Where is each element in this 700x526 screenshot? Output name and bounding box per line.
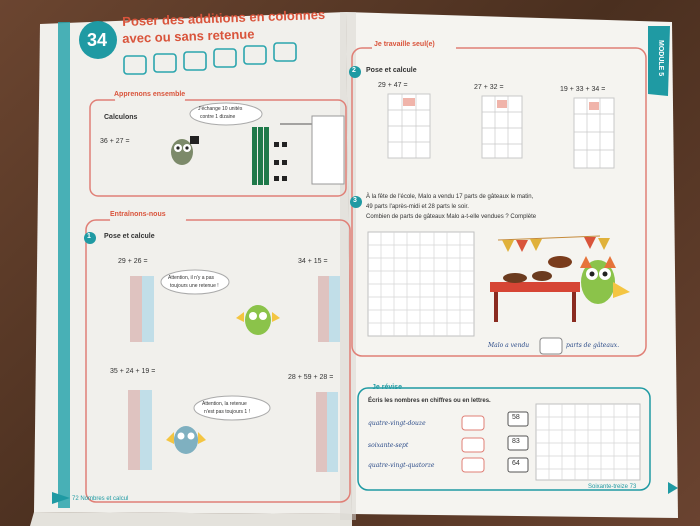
operation-3: 35 + 24 + 19 = bbox=[110, 368, 156, 375]
speech-bubble-2 bbox=[161, 270, 229, 294]
exercise-2-number: 2 bbox=[352, 67, 356, 74]
section-work-alone: Je travaille seul(e) bbox=[374, 41, 435, 48]
operation-4: 28 + 59 + 28 = bbox=[288, 374, 334, 381]
ex2-operation-1: 29 + 47 = bbox=[378, 82, 408, 89]
exercise-2-instruction: Pose et calcule bbox=[366, 67, 417, 74]
review-word-1: quatre-vingt-douze bbox=[368, 420, 426, 427]
answer-grid bbox=[368, 232, 474, 336]
operation-2: 34 + 15 = bbox=[298, 258, 328, 265]
review-word-3: quatre-vingt-quatorze bbox=[368, 462, 435, 469]
lesson-number: 34 bbox=[87, 30, 108, 50]
exercise-3-number: 3 bbox=[353, 197, 357, 204]
left-page-teal-band bbox=[58, 22, 70, 508]
exercise-1-number: 1 bbox=[87, 233, 91, 240]
review-word-2: soixante-sept bbox=[368, 442, 409, 449]
review-writing-grid bbox=[536, 404, 640, 480]
bubble-text-line2: contre 1 dizaine bbox=[200, 114, 236, 120]
section-practice: Entraînons-nous bbox=[110, 211, 166, 218]
bubble2-line1: Attention, il n'y a pas bbox=[168, 275, 214, 281]
section-learn-together: Apprenons ensemble bbox=[114, 91, 186, 98]
lesson-title-line1: Poser des additions en colonnes bbox=[122, 6, 326, 29]
review-answer-boxes[interactable] bbox=[462, 416, 484, 472]
section-review: Je révise bbox=[372, 384, 402, 391]
operation-1: 29 + 26 = bbox=[118, 258, 148, 265]
ex3-text-line2: 49 parts l'après-midi et 28 parts le soir. bbox=[366, 204, 469, 210]
calc-label: Calculons bbox=[104, 114, 138, 121]
bubble3-line2: n'est pas toujours 1 ! bbox=[204, 409, 250, 415]
review-number-3: 64 bbox=[512, 460, 520, 467]
review-number-2: 83 bbox=[512, 438, 520, 445]
bubble3-line1: Attention, la retenue bbox=[202, 401, 247, 407]
bubble-text-line1: J'échange 10 unités bbox=[198, 106, 243, 112]
speech-bubble-3 bbox=[194, 396, 270, 420]
book-spine bbox=[340, 12, 356, 520]
bubble2-line2: toujours une retenue ! bbox=[170, 283, 219, 289]
footer-left: 72 Nombres et calcul bbox=[72, 496, 129, 502]
ex3-text-line3: Combien de parts de gâteaux Malo a-t-elle vendues ? Complète bbox=[366, 214, 537, 220]
ex2-operation-2: 27 + 32 = bbox=[474, 84, 504, 91]
ex3-answer-part1: Malo a vendu bbox=[488, 342, 530, 349]
review-instruction: Écris les nombres en chiffres ou en lettres. bbox=[368, 398, 491, 404]
footer-right: Soixante-treize 73 bbox=[588, 484, 637, 490]
ex2-operation-3: 19 + 33 + 34 = bbox=[560, 86, 606, 93]
module-tab-label: MODULE 5 bbox=[657, 40, 664, 77]
ex3-answer-part2: parts de gâteaux. bbox=[566, 342, 620, 349]
exercise-1-instruction: Pose et calcule bbox=[104, 233, 155, 240]
review-number-1: 58 bbox=[512, 414, 520, 421]
ex3-text-line1: À la fête de l'école, Malo a vendu 17 parts de gâteaux le matin, bbox=[366, 194, 534, 200]
calc-expression: 36 + 27 = bbox=[100, 138, 130, 145]
answer-box[interactable] bbox=[540, 338, 562, 354]
lesson-title-line2: avec ou sans retenue bbox=[122, 26, 255, 46]
